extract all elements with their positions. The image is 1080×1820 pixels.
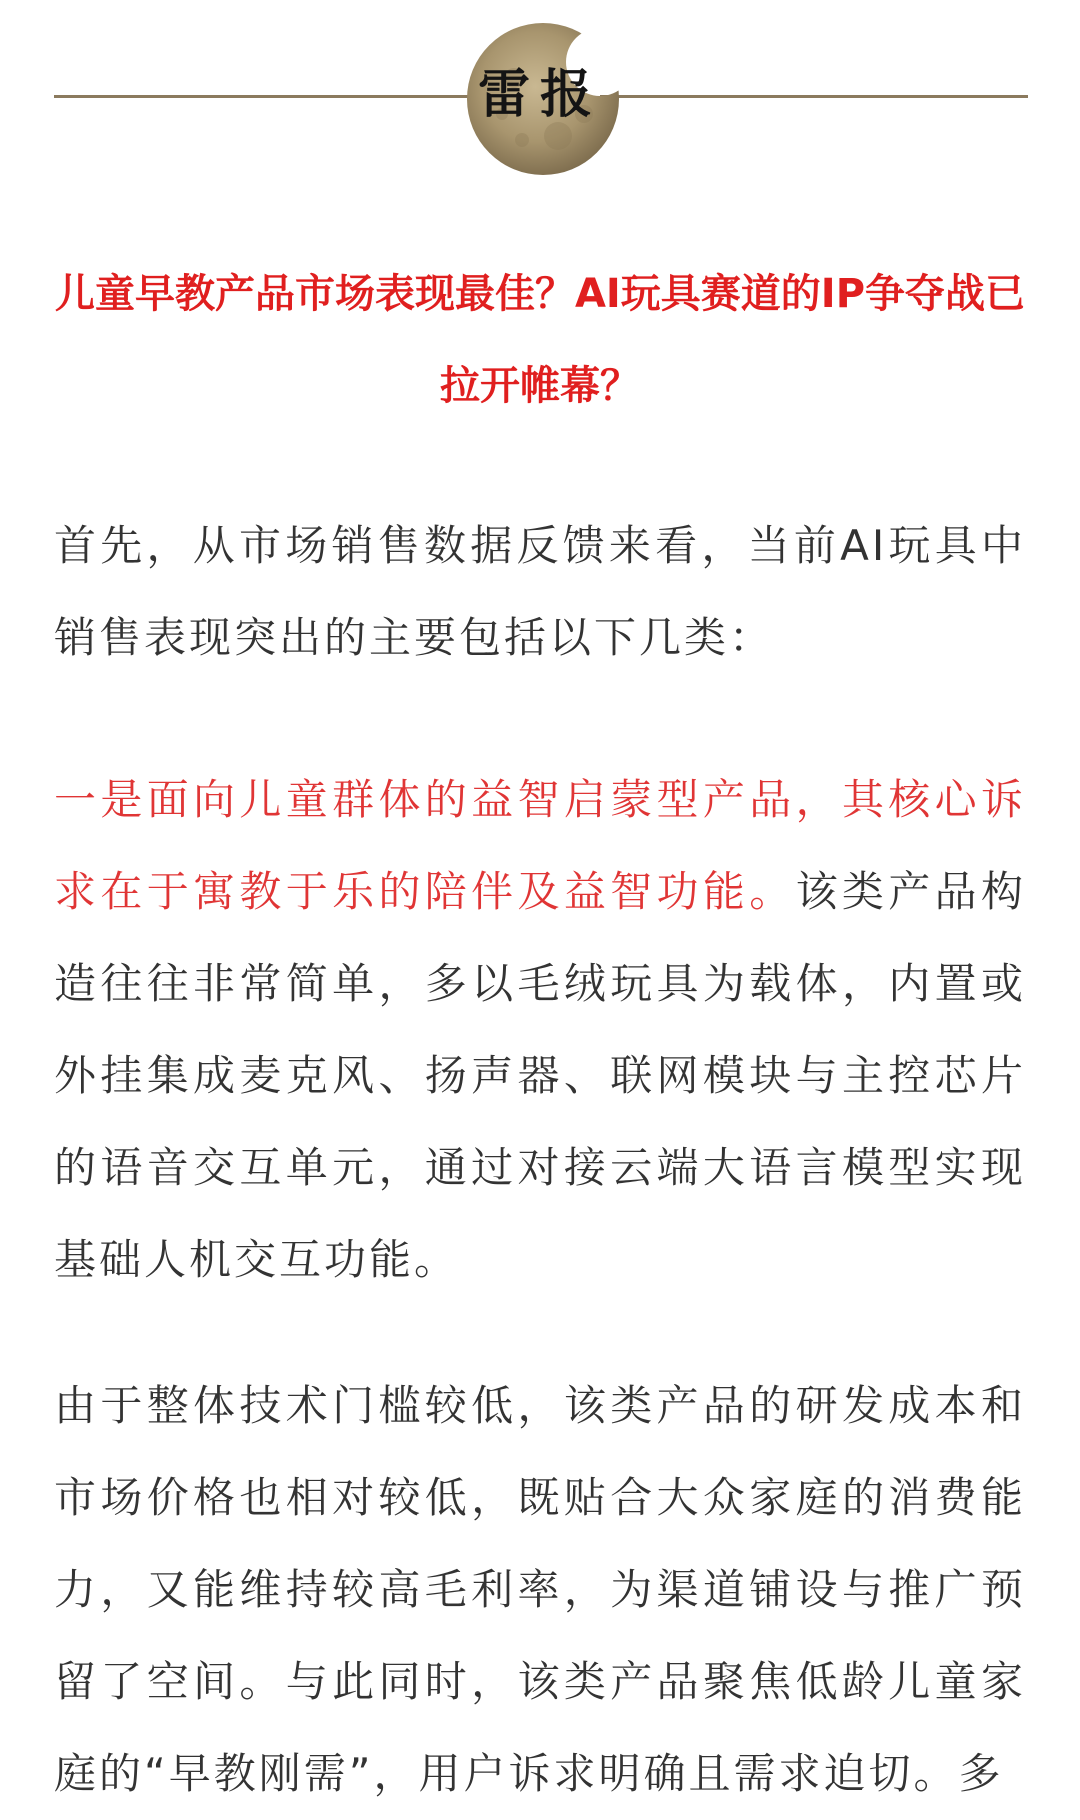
article-paragraph: 由于整体技术门槛较低，该类产品的研发成本和市场价格也相对较低，既贴合大众家庭的消费能力，又能维持较高毛利率，为渠道铺设与推广预留了空间。与此同时，该类产品聚焦低龄儿童家庭的“早教刚需”，用户诉求明确且需求迫切。多 [54, 1381, 1026, 1798]
article-headline: 儿童早教产品市场表现最佳？AI玩具赛道的IP争夺战已拉开帷幕？ [54, 271, 1026, 409]
column-badge-title: 雷报 [477, 64, 602, 125]
highlighted-text: 一是面向儿童群体的益智启蒙型产品，其核心诉求在于寓教于乐的陪伴及益智功能。 [54, 775, 1026, 916]
article-paragraph [54, 754, 1026, 1306]
paragraph-text: 该类产品构造往往非常简单，多以毛绒玩具为载体，内置或外挂集成麦克风、扬声器、联网模块与主控芯片的语音交互单元，通过对接云端大语言模型实现基础人机交互功能。 [54, 867, 1026, 1284]
header-rule-right [600, 95, 1028, 98]
article-paragraph: 首先，从市场销售数据反馈来看，当前AI玩具中销售表现突出的主要包括以下几类： [54, 521, 1026, 662]
column-header [0, 0, 1080, 200]
header-rule-left [54, 95, 474, 98]
